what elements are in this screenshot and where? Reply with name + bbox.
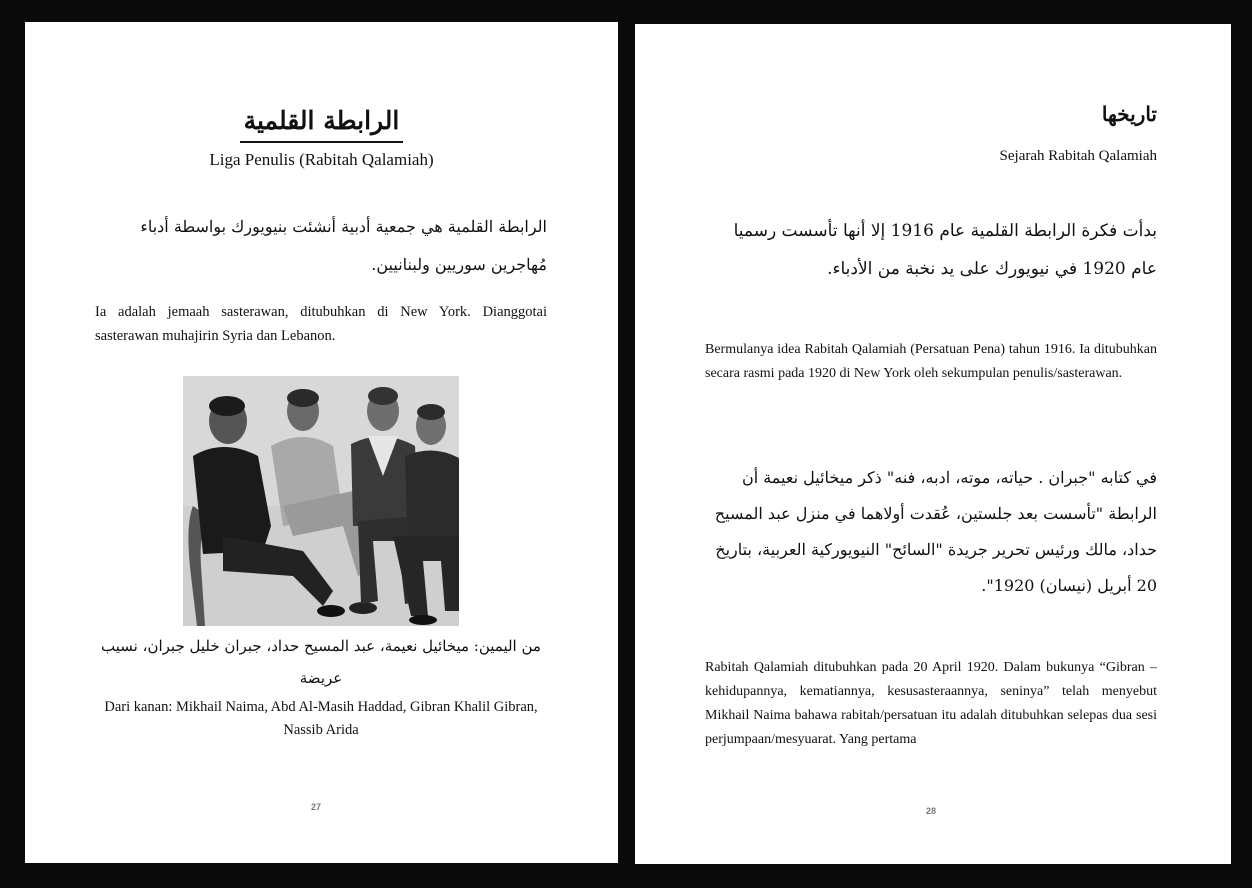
page-number: 27 (311, 802, 322, 812)
historical-photo (183, 376, 459, 626)
page-number: 28 (926, 806, 937, 816)
malay-paragraph-2: Rabitah Qalamiah ditubuhkan pada 20 April 1920. Dalam bukunya “Gibran – kehidupannya, kematiannya, kesusasteraannya, seninya” telah menyebut Mikhail Naima bahawa rabitah/persatuan itu adalah ditubuhkan selepas dua sesi perjumpaan/mesyuarat. Yang pertama (705, 660, 1157, 747)
section-title-arabic: تاريخها (1101, 102, 1157, 126)
page-title (25, 106, 618, 143)
photo-graphic (183, 376, 459, 626)
right-page (635, 24, 1231, 864)
title-arabic: الرابطة القلمية (240, 106, 404, 143)
arabic-paragraph-2: في كتابه "جبران . حياته، موته، ادبه، فنه" ذكر ميخائيل نعيمة أن الرابطة "تأسست بعد جلستين، عُقدت أولاهما في منزل عبد المسيح حداد، مالك ورئيس تحرير جريدة "السائح" النيويوركية العربية، بتاريخ 20 أبريل (نيسان) 1920". (714, 468, 1157, 595)
section-subtitle: Sejarah Rabitah Qalamiah (999, 148, 1157, 164)
left-page (25, 22, 618, 863)
arabic-paragraph-1: بدأت فكرة الرابطة القلمية عام 1916 إلا أنها تأسست رسميا عام 1920 في نيويورك على يد نخبة من الأدباء. (733, 221, 1157, 279)
page-subtitle: Liga Penulis (Rabitah Qalamiah) (209, 150, 434, 169)
malay-paragraph-1: Bermulanya idea Rabitah Qalamiah (Persatuan Pena) tahun 1916. Ia ditubuhkan secara rasmi pada 1920 di New York oleh sekumpulan penulis/sasterawan. (705, 342, 1157, 381)
malay-paragraph: Ia adalah jemaah sasterawan, ditubuhkan di New York. Dianggotai sasterawan muhajirin Syria dan Lebanon. (95, 304, 547, 344)
arabic-paragraph: الرابطة القلمية هي جمعية أدبية أنشئت بنيويورك بواسطة أدباء مُهاجرين سوريين ولبنانيين. (140, 217, 547, 274)
photo-caption-malay: Dari kanan: Mikhail Naima, Abd Al-Masih Haddad, Gibran Khalil Gibran, Nassib Arida (104, 699, 538, 738)
photo-caption-arabic: من اليمين: ميخائيل نعيمة، عبد المسيح حداد، جبران خليل جبران، نسيب عريضة (101, 637, 541, 687)
